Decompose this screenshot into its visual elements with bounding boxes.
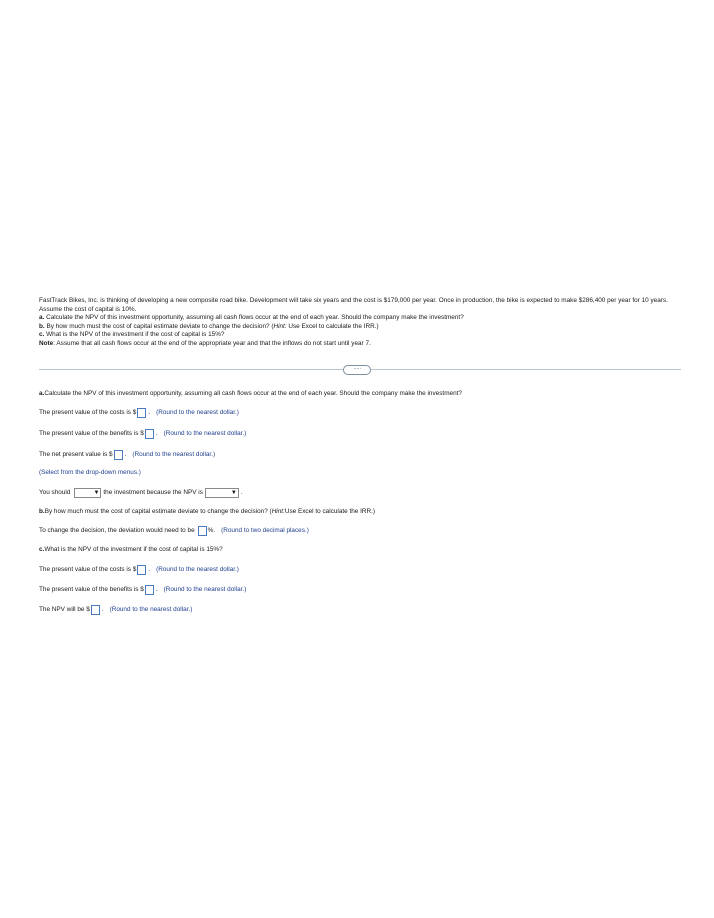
pv-costs-row	[39, 408, 239, 418]
note-text: : Assume that all cash flows occur at the end of the appropriate year and that the inflows do not start until year 7.	[53, 339, 371, 347]
c-pv-costs-label: The present value of the costs is $	[39, 566, 137, 573]
deviation-input[interactable]	[198, 526, 207, 536]
part-c-question	[39, 545, 223, 555]
part-a-question-text: Calculate the NPV of this investment opportunity, assuming all cash flows occur at the end of each year. Should the company make the investment?	[44, 390, 462, 397]
part-c-label: c.	[39, 331, 45, 339]
period: .	[148, 409, 151, 416]
npv-row	[39, 450, 215, 460]
period: .	[101, 606, 104, 613]
part-b-question-hint: Hint:	[271, 508, 285, 515]
problem-part-b	[39, 323, 679, 332]
problem-intro: FastTrack Bikes, Inc. is thinking of developing a new composite road bike. Development will take six years and the cost is $179,000 per year. Once in production, the bike is expected to make $286,400 per year for 10 years. Assume the cost of capital is 10%.	[39, 297, 668, 313]
should-row	[39, 488, 243, 498]
expand-button[interactable]: ·····	[343, 365, 371, 375]
c-pv-benefits-label: The present value of the benefits is $	[39, 586, 144, 593]
c-pv-costs-hint: (Round to the nearest dollar.)	[156, 566, 239, 573]
pv-benefits-input[interactable]	[145, 429, 154, 439]
part-b-text: By how much must the cost of capital estimate deviate to change the decision? (	[44, 322, 274, 330]
part-b-label: b.	[39, 322, 45, 330]
npv-hint: (Round to the nearest dollar.)	[132, 451, 216, 458]
chevron-down-icon: ▼	[230, 490, 237, 496]
c-pv-costs-row	[39, 565, 239, 575]
pv-costs-hint: (Round to the nearest dollar.)	[156, 409, 239, 416]
c-pv-benefits-row	[39, 585, 246, 595]
dropdown-note: (Select from the drop-down menus.)	[39, 469, 141, 476]
dropdown-note-row	[39, 468, 141, 478]
deviation-label: To change the decision, the deviation would need to be	[39, 527, 195, 534]
problem-statement	[39, 297, 679, 349]
pv-benefits-hint: (Round to the nearest dollar.)	[163, 430, 247, 437]
part-b-text2: Use Excel to calculate the IRR.)	[286, 322, 379, 330]
c-npv-hint: (Round to the nearest dollar.)	[109, 606, 193, 613]
part-b-question-text: By how much must the cost of capital estimate deviate to change the decision? (	[44, 508, 272, 515]
part-a-label: a.	[39, 314, 45, 322]
note-label: Note	[39, 339, 54, 347]
period: .	[240, 489, 243, 496]
part-b-hint: Hint:	[273, 322, 287, 330]
part-b-question	[39, 507, 375, 517]
c-npv-label: The NPV will be $	[39, 606, 90, 613]
npv-sign-dropdown[interactable]	[205, 488, 239, 498]
deviation-hint: (Round to two decimal places.)	[221, 527, 309, 534]
period: .	[155, 430, 158, 437]
part-c-question-text: What is the NPV of the investment if the cost of capital is 15%?	[44, 546, 223, 553]
should-middle: the investment because the NPV is	[103, 489, 203, 496]
part-a-question-label: a.	[39, 390, 45, 397]
npv-input[interactable]	[114, 450, 123, 460]
c-pv-costs-input[interactable]	[137, 565, 146, 575]
c-pv-benefits-input[interactable]	[145, 585, 154, 595]
deviation-row	[39, 526, 309, 536]
c-npv-row	[39, 605, 192, 615]
period: .	[148, 566, 151, 573]
pv-costs-input[interactable]	[137, 408, 146, 418]
decision-dropdown[interactable]	[74, 488, 101, 498]
part-c-text: What is the NPV of the investment if the cost of capital is 15%?	[44, 331, 225, 339]
problem-note	[39, 340, 679, 349]
pv-costs-label: The present value of the costs is $	[39, 409, 137, 416]
part-a-question	[39, 389, 462, 399]
period: .	[155, 586, 158, 593]
c-npv-input[interactable]	[91, 605, 100, 615]
pv-benefits-row	[39, 429, 246, 439]
problem-part-a	[39, 314, 679, 323]
should-prefix: You should	[39, 489, 71, 496]
npv-label: The net present value is $	[39, 451, 113, 458]
pv-benefits-label: The present value of the benefits is $	[39, 430, 144, 437]
chevron-down-icon: ▼	[93, 490, 100, 496]
period: .	[124, 451, 127, 458]
deviation-suffix: %.	[207, 527, 216, 534]
problem-part-c	[39, 331, 679, 340]
part-b-question-text2: Use Excel to calculate the IRR.)	[284, 508, 376, 515]
c-pv-benefits-hint: (Round to the nearest dollar.)	[163, 586, 247, 593]
part-b-question-label: b.	[39, 508, 45, 515]
part-c-question-label: c.	[39, 546, 45, 553]
part-a-text: Calculate the NPV of this investment opportunity, assuming all cash flows occur at the end of each year. Should the company make the investment?	[44, 314, 464, 322]
